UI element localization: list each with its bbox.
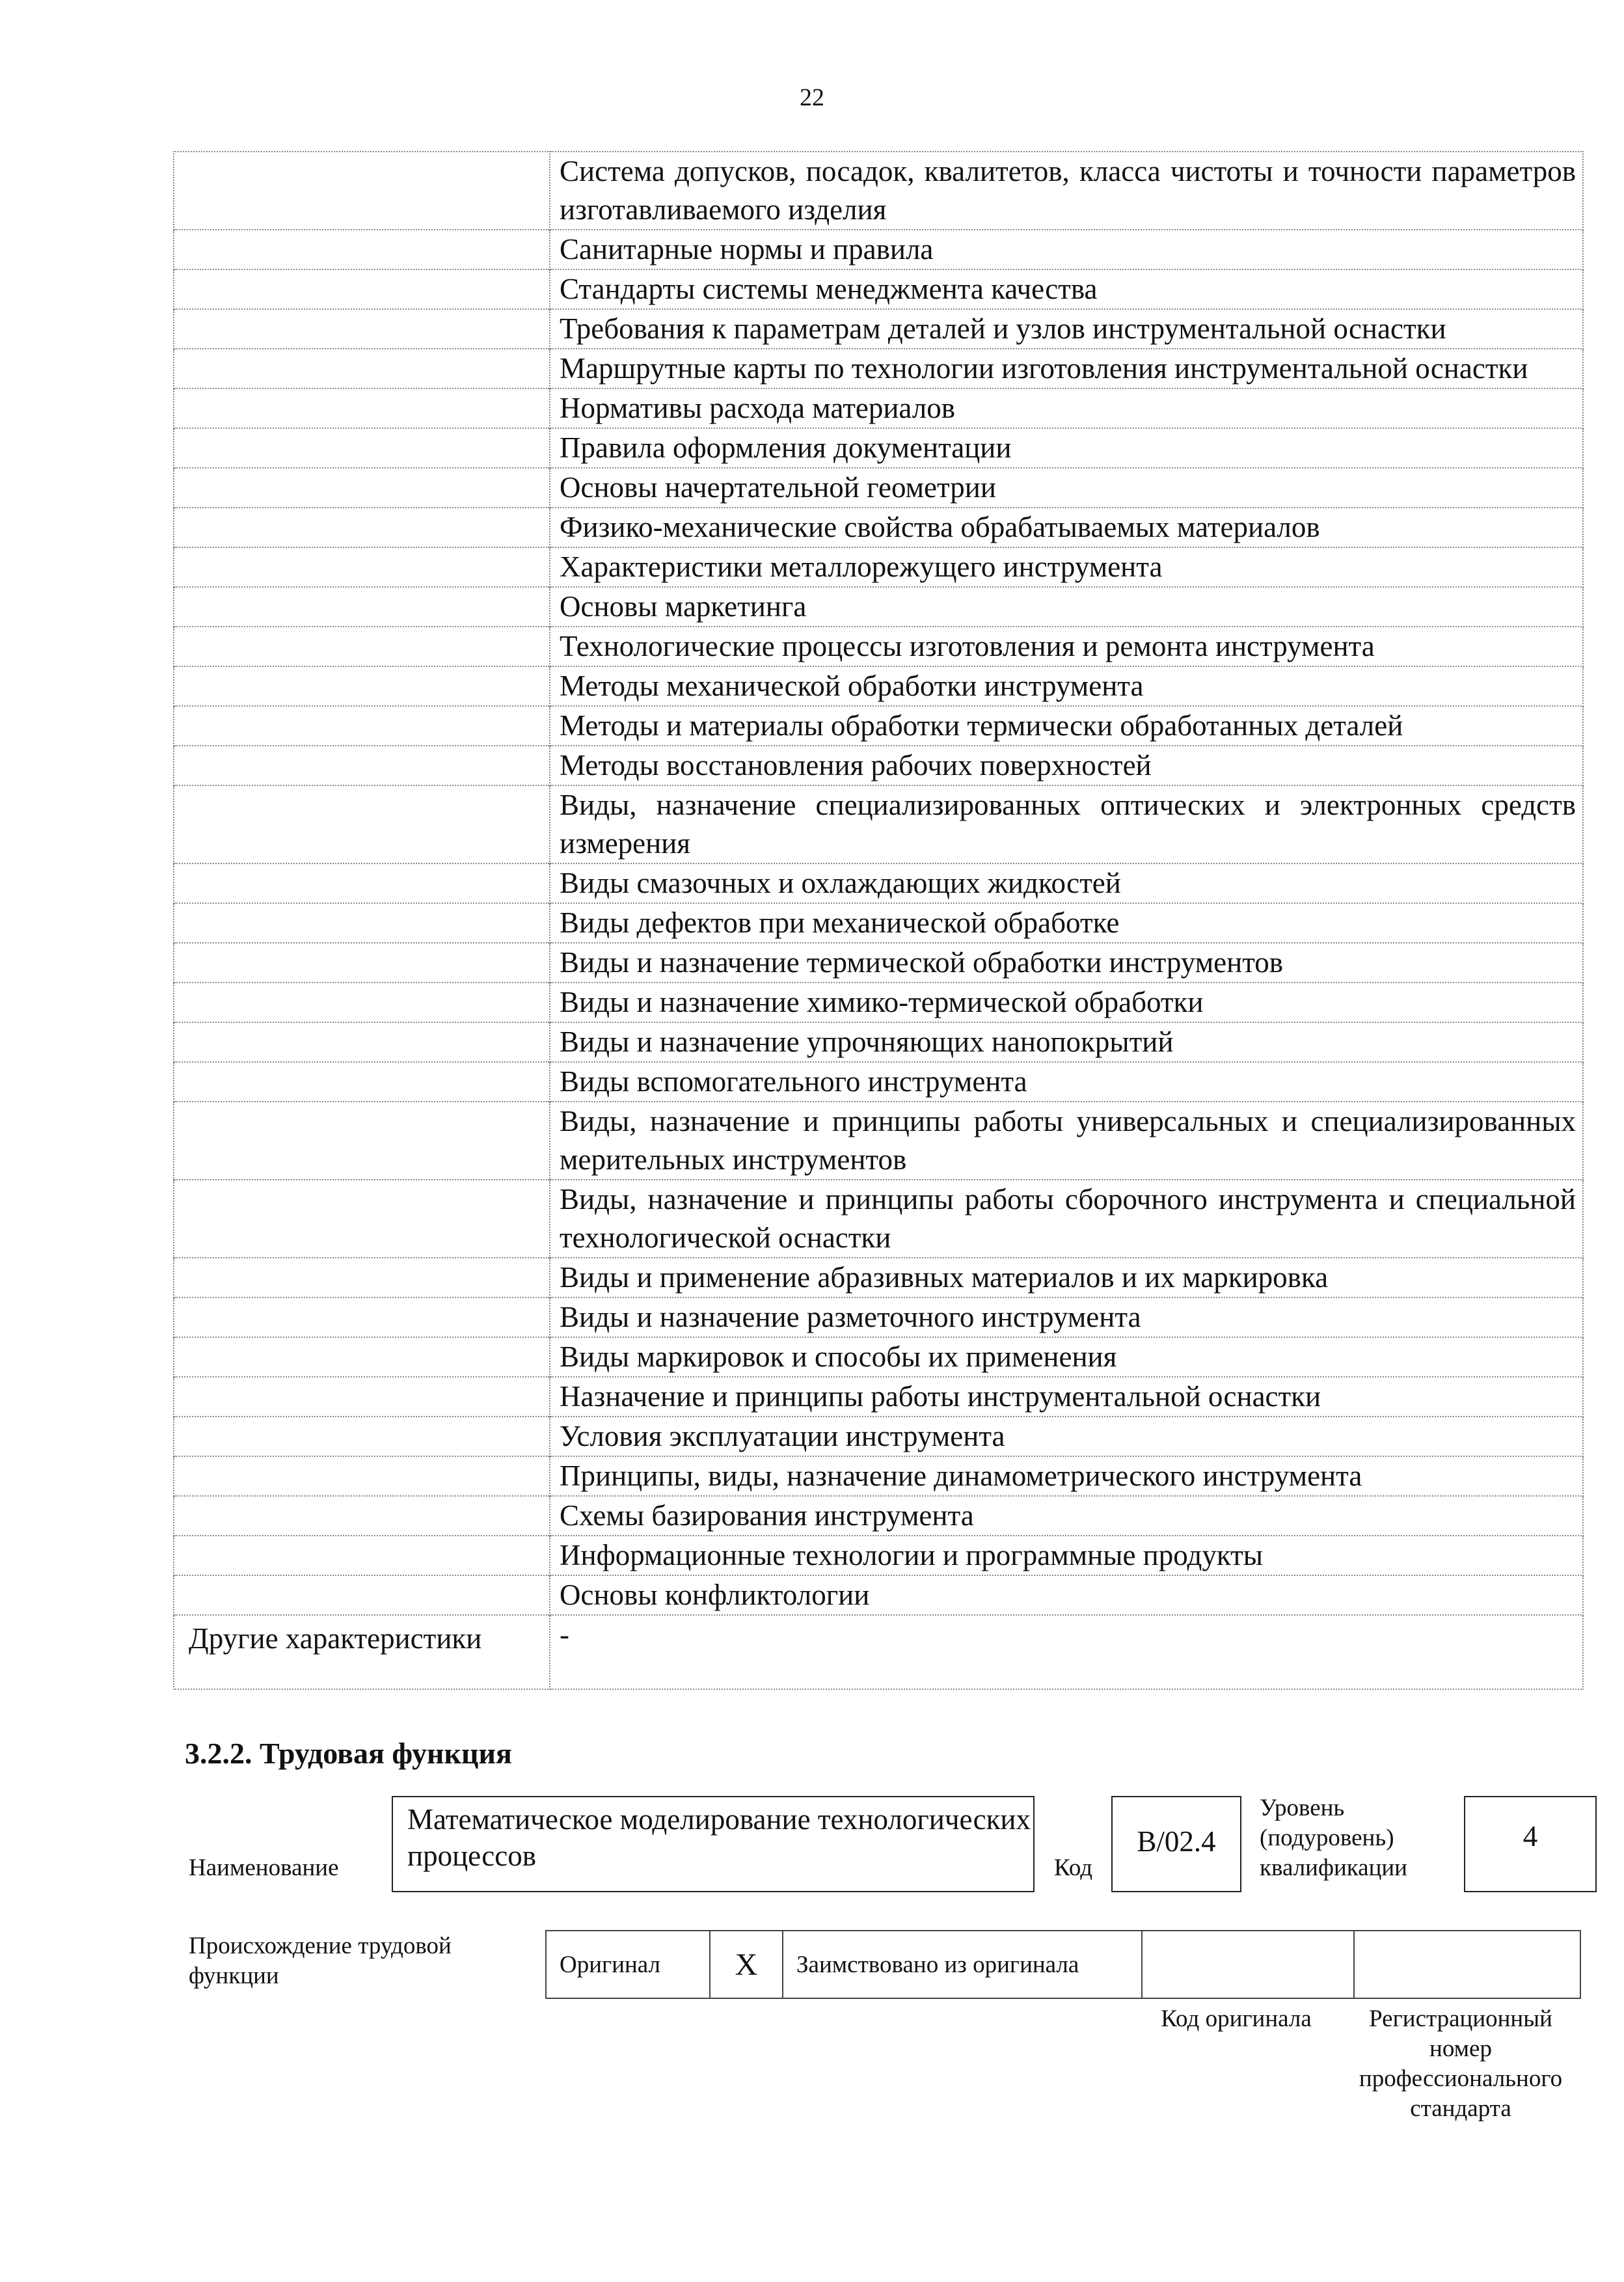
knowledge-left-cell: [174, 1575, 550, 1615]
knowledge-item: Система допусков, посадок, квалитетов, класса чистоты и точности параметров изготавливаемого изделия: [550, 152, 1583, 230]
origin-original-mark: X: [710, 1931, 783, 1998]
knowledge-item: Виды и назначение разметочного инструмента: [550, 1297, 1583, 1337]
knowledge-left-cell: [174, 428, 550, 468]
knowledge-row: [174, 1297, 1583, 1337]
knowledge-row: [174, 863, 1583, 903]
knowledge-left-cell: [174, 468, 550, 508]
knowledge-item: Правила оформления документации: [550, 428, 1583, 468]
knowledge-item: Виды смазочных и охлаждающих жидкостей: [550, 863, 1583, 903]
origin-borrowed-label: Заимствовано из оригинала: [783, 1931, 1142, 1998]
origin-code-cell: [1142, 1931, 1354, 1998]
knowledge-left-cell: [174, 1102, 550, 1180]
knowledge-row: [174, 785, 1583, 863]
knowledge-left-cell: [174, 706, 550, 746]
knowledge-row: [174, 508, 1583, 547]
knowledge-row: [174, 1102, 1583, 1180]
knowledge-row: [174, 706, 1583, 746]
level-label: Уровень (подуровень) квалификации: [1260, 1795, 1407, 1881]
knowledge-item: Методы и материалы обработки термически обработанных деталей: [550, 706, 1583, 746]
knowledge-row: [174, 1496, 1583, 1536]
knowledge-left-cell: [174, 508, 550, 547]
knowledge-row: [174, 1022, 1583, 1062]
knowledge-item: Физико-механические свойства обрабатываемых материалов: [550, 508, 1583, 547]
knowledge-item: Методы восстановления рабочих поверхностей: [550, 746, 1583, 785]
knowledge-left-cell: [174, 943, 550, 983]
knowledge-item: Виды и назначение упрочняющих нанопокрытий: [550, 1022, 1583, 1062]
knowledge-row: [174, 903, 1583, 943]
other-characteristics-label: Другие характеристики: [174, 1615, 550, 1689]
knowledge-item: Основы начертательной геометрии: [550, 468, 1583, 508]
knowledge-item: Виды, назначение и принципы работы универсальных и специализированных мерительных инструментов: [550, 1102, 1583, 1180]
origin-table: [545, 1930, 1581, 1999]
knowledge-row: [174, 1377, 1583, 1417]
qualification-level-box: 4: [1464, 1796, 1597, 1892]
knowledge-row: [174, 269, 1583, 309]
knowledge-item: Виды дефектов при механической обработке: [550, 903, 1583, 943]
knowledge-row: [174, 468, 1583, 508]
knowledge-left-cell: [174, 1417, 550, 1456]
knowledge-left-cell: [174, 1377, 550, 1417]
knowledge-left-cell: [174, 1258, 550, 1297]
knowledge-row: [174, 666, 1583, 706]
knowledge-item: Информационные технологии и программные продукты: [550, 1536, 1583, 1575]
knowledge-left-cell: [174, 1456, 550, 1496]
origin-code-caption: Код оригинала: [1161, 2005, 1312, 2032]
knowledge-item: Принципы, виды, назначение динамометрического инструмента: [550, 1456, 1583, 1496]
knowledge-item: Технологические процессы изготовления и ремонта инструмента: [550, 627, 1583, 666]
knowledge-left-cell: [174, 1297, 550, 1337]
knowledge-item: Санитарные нормы и правила: [550, 230, 1583, 269]
knowledge-table: [173, 151, 1584, 1690]
other-characteristics-value: -: [550, 1615, 1583, 1689]
knowledge-left-cell: [174, 1496, 550, 1536]
knowledge-row: [174, 309, 1583, 349]
knowledge-left-cell: [174, 627, 550, 666]
knowledge-left-cell: [174, 785, 550, 863]
knowledge-item: Виды и применение абразивных материалов и их маркировка: [550, 1258, 1583, 1297]
knowledge-table-body: [174, 152, 1583, 1615]
knowledge-item: Нормативы расхода материалов: [550, 388, 1583, 428]
knowledge-item: Маршрутные карты по технологии изготовления инструментальной оснастки: [550, 349, 1583, 388]
knowledge-left-cell: [174, 269, 550, 309]
knowledge-row: [174, 547, 1583, 587]
knowledge-row: [174, 1337, 1583, 1377]
knowledge-item: Условия эксплуатации инструмента: [550, 1417, 1583, 1456]
knowledge-row: [174, 983, 1583, 1022]
knowledge-item: Назначение и принципы работы инструментальной оснастки: [550, 1377, 1583, 1417]
knowledge-item: Виды маркировок и способы их применения: [550, 1337, 1583, 1377]
knowledge-row: [174, 627, 1583, 666]
code-label: Код: [1054, 1854, 1093, 1881]
function-name-box: Математическое моделирование технологических процессов: [392, 1796, 1035, 1892]
function-code-box: B/02.4: [1111, 1796, 1241, 1892]
knowledge-left-cell: [174, 388, 550, 428]
knowledge-left-cell: [174, 1536, 550, 1575]
knowledge-item: Виды и назначение химико-термической обработки: [550, 983, 1583, 1022]
knowledge-row: [174, 1456, 1583, 1496]
knowledge-left-cell: [174, 903, 550, 943]
knowledge-item: Виды и назначение термической обработки инструментов: [550, 943, 1583, 983]
knowledge-left-cell: [174, 309, 550, 349]
knowledge-row: [174, 349, 1583, 388]
origin-label: Происхождение трудовой функции: [189, 1933, 452, 1989]
knowledge-item: Стандарты системы менеджмента качества: [550, 269, 1583, 309]
knowledge-left-cell: [174, 666, 550, 706]
section-title: 3.2.2. Трудовая функция: [185, 1737, 512, 1770]
knowledge-item: Основы маркетинга: [550, 587, 1583, 627]
knowledge-left-cell: [174, 587, 550, 627]
origin-reg-number-cell: [1354, 1931, 1580, 1998]
knowledge-row: [174, 428, 1583, 468]
knowledge-item: Основы конфликтологии: [550, 1575, 1583, 1615]
knowledge-row: [174, 1180, 1583, 1258]
knowledge-item: Виды, назначение специализированных оптических и электронных средств измерения: [550, 785, 1583, 863]
knowledge-left-cell: [174, 152, 550, 230]
knowledge-left-cell: [174, 983, 550, 1022]
knowledge-row: [174, 1062, 1583, 1102]
knowledge-row: [174, 388, 1583, 428]
knowledge-left-cell: [174, 1022, 550, 1062]
knowledge-left-cell: [174, 1062, 550, 1102]
knowledge-item: Требования к параметрам деталей и узлов инструментальной оснастки: [550, 309, 1583, 349]
knowledge-left-cell: [174, 746, 550, 785]
knowledge-item: Характеристики металлорежущего инструмента: [550, 547, 1583, 587]
name-label: Наименование: [189, 1854, 339, 1881]
knowledge-item: Схемы базирования инструмента: [550, 1496, 1583, 1536]
knowledge-row: [174, 1536, 1583, 1575]
knowledge-item: Виды вспомогательного инструмента: [550, 1062, 1583, 1102]
knowledge-item: Виды, назначение и принципы работы сборочного инструмента и специальной технологической оснастки: [550, 1180, 1583, 1258]
knowledge-row: [174, 152, 1583, 230]
knowledge-item: Методы механической обработки инструмента: [550, 666, 1583, 706]
knowledge-left-cell: [174, 1180, 550, 1258]
other-characteristics-row: [174, 1615, 1583, 1689]
registration-number-caption: Регистрационный номер профессионального стандарта: [1359, 2005, 1563, 2122]
page-number: 22: [800, 84, 824, 111]
knowledge-row: [174, 587, 1583, 627]
knowledge-row: [174, 230, 1583, 269]
knowledge-row: [174, 943, 1583, 983]
knowledge-left-cell: [174, 547, 550, 587]
knowledge-left-cell: [174, 349, 550, 388]
knowledge-row: [174, 746, 1583, 785]
knowledge-left-cell: [174, 230, 550, 269]
origin-original-label: Оригинал: [546, 1931, 710, 1998]
knowledge-left-cell: [174, 1337, 550, 1377]
knowledge-left-cell: [174, 863, 550, 903]
knowledge-row: [174, 1258, 1583, 1297]
knowledge-row: [174, 1417, 1583, 1456]
knowledge-row: [174, 1575, 1583, 1615]
